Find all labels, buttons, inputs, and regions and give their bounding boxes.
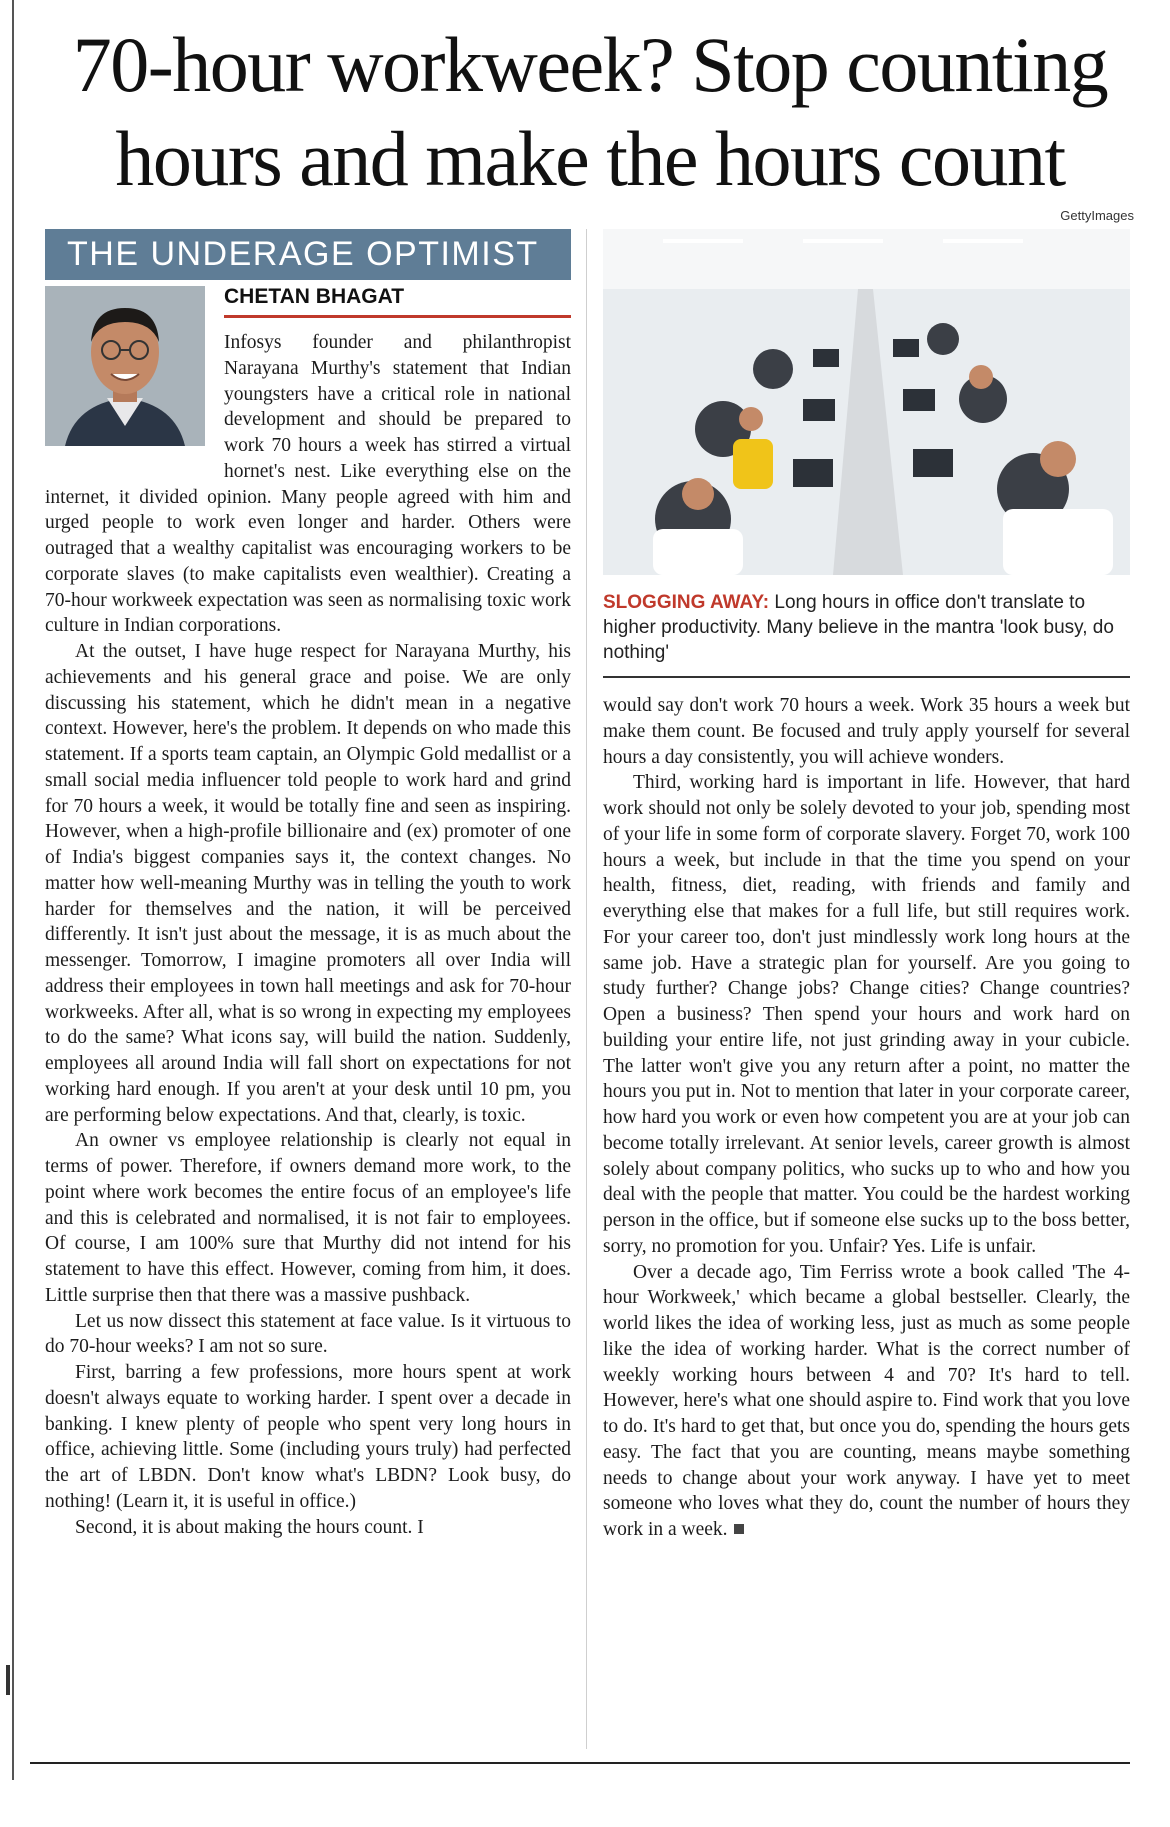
headline: 70-hour workweek? Stop counting hours and make the hours count <box>72 21 1108 202</box>
caption-text: Long hours in office don't translate to higher productivity. Many believe in the mantra 'look busy, do nothing' <box>603 592 1114 663</box>
photo-caption <box>603 590 1130 665</box>
page-edge-rule <box>12 0 14 1780</box>
article-column-left <box>45 330 571 1750</box>
column-divider <box>586 229 587 1749</box>
author-byline: CHETAN BHAGAT <box>224 285 571 318</box>
photo-credit: GettyImages <box>1060 208 1134 223</box>
article-paragraph: First, barring a few professions, more hours spent at work doesn't always equate to working harder. I spent over a decade in banking. I knew plenty of people who spent very long hours in office, achieving little. Some (including yours truly) had perfected the art of LBDN. Don't know what's LBDN? Look busy, do nothing! (Learn it, it is useful in office.) <box>45 1362 571 1512</box>
end-of-article-mark <box>734 1524 744 1534</box>
author-photo-spacer <box>45 330 224 466</box>
article-paragraph <box>603 1260 1130 1543</box>
article-paragraph: would say don't work 70 hours a week. Work 35 hours a week but make them count. Be focused and truly apply yourself for several hours a day consistently, you will achieve wonders. <box>603 695 1130 768</box>
article-paragraph: Let us now dissect this statement at face value. Is it virtuous to do 70-hour weeks? I am not so sure. <box>45 1310 571 1358</box>
article-paragraph: At the outset, I have huge respect for Narayana Murthy, his achievements and his general grace and poise. We are only discussing his statement, which he didn't mean in a negative context. However, here's the problem. It depends on who made this statement. If a sports team captain, an Olympic Gold medallist or a small social media influencer told people to work hard and grind for 70 hours a week, it would be totally fine and seen as inspiring. However, when a high-profile billionaire and (ex) promoter of one of India's biggest companies says it, the context changes. No matter how well-meaning Murthy was in telling the youth to work harder for themselves and the nation, it will be perceived differently. It isn't just about the message, it is as much about the messenger. Tomorrow, I imagine promoters all over India will address their employees in town hall meetings and ask for 70-hour workweeks. After all, what is so wrong in expecting my employees to do the same? What icons say, will build the nation. Suddenly, employees all around India will fall short on expectations for not working hard enough. If you aren't at your desk until 10 pm, you are performing below expectations. And that, clearly, is toxic. <box>45 641 571 1126</box>
page-edge-mark <box>6 1665 10 1695</box>
caption-rule <box>603 676 1130 678</box>
office-photo <box>603 229 1130 575</box>
article-paragraph: An owner vs employee relationship is clearly not equal in terms of power. Therefore, if owners demand more work, to the point where work becomes the entire focus of an employee's life and this is celebrated and normalised, it is not fair to employees. Of course, I am 100% sure that Murthy did not intend for his statement to have this effect. However, coming from him, it does. Little surprise then that there was a massive pushback. <box>45 1130 571 1306</box>
article-paragraph: Second, it is about making the hours count. I <box>75 1516 424 1538</box>
article-column-right <box>603 693 1130 1543</box>
column-banner: THE UNDERAGE OPTIMIST <box>45 229 571 280</box>
bottom-rule <box>30 1762 1130 1764</box>
office-photo-illustration <box>603 229 1130 575</box>
article-paragraph: Third, working hard is important in life. However, that hard work should not only be solely devoted to your job, spending most of your life in some form of corporate slavery. Forget 70, work 100 hours a week, but include in that the time you spend on your health, fitness, diet, reading, with friends and family and everything else that makes for a full life, but still requires work. For your career too, don't just mindlessly work long hours at the same job. Have a strategic plan for yourself. Are you going to study further? Change jobs? Change cities? Change countries? Open a business? Then spend your hours and work hard on building your entire life, not just grinding away in your cubicle. The latter won't give you any return after a point, no matter the hours you put in. Not to mention that later in your corporate career, how hard you work or even how competent you are at your job can become totally irrelevant. At senior levels, career growth is almost solely about company politics, who sucks up to who and how you deal with the people that matter. You could be the hardest working person in the office, but if someone else sucks up to the boss better, sorry, no promotion for you. Unfair? Yes. Life is unfair. <box>603 772 1130 1257</box>
article-paragraph-text: Over a decade ago, Tim Ferriss wrote a book called 'The 4-hour Workweek,' which became a global bestseller. Clearly, the world likes the idea of working less, just as much as some people like the idea of working harder. What is the correct number of weekly working hours between 4 and 70? It's hard to tell. However, here's what one should aspire to. Find work that you love to do. It's hard to get that, but once you do, spending the hours gets easy. The fact that you are counting, means maybe something needs to change about your work anyway. I have yet to meet someone who loves what they do, count the number of hours they work in a week. <box>603 1261 1130 1540</box>
caption-lead: SLOGGING AWAY: <box>603 592 770 613</box>
article-paragraph: Infosys founder and philanthropist Narayana Murthy's statement that Indian youngsters have a critical role in national development and should be prepared to work 70 hours a week has stirred a virtual hornet's nest. Like everything else on the internet, it divided opinion. Many people agreed with him and urged people to work even longer and harder. Others were outraged that a wealthy capitalist was encouraging workers to be corporate slaves (to make capitalists even wealthier). Creating a 70-hour workweek expectation was seen as normalising toxic work culture in Indian corporations. <box>45 332 571 637</box>
